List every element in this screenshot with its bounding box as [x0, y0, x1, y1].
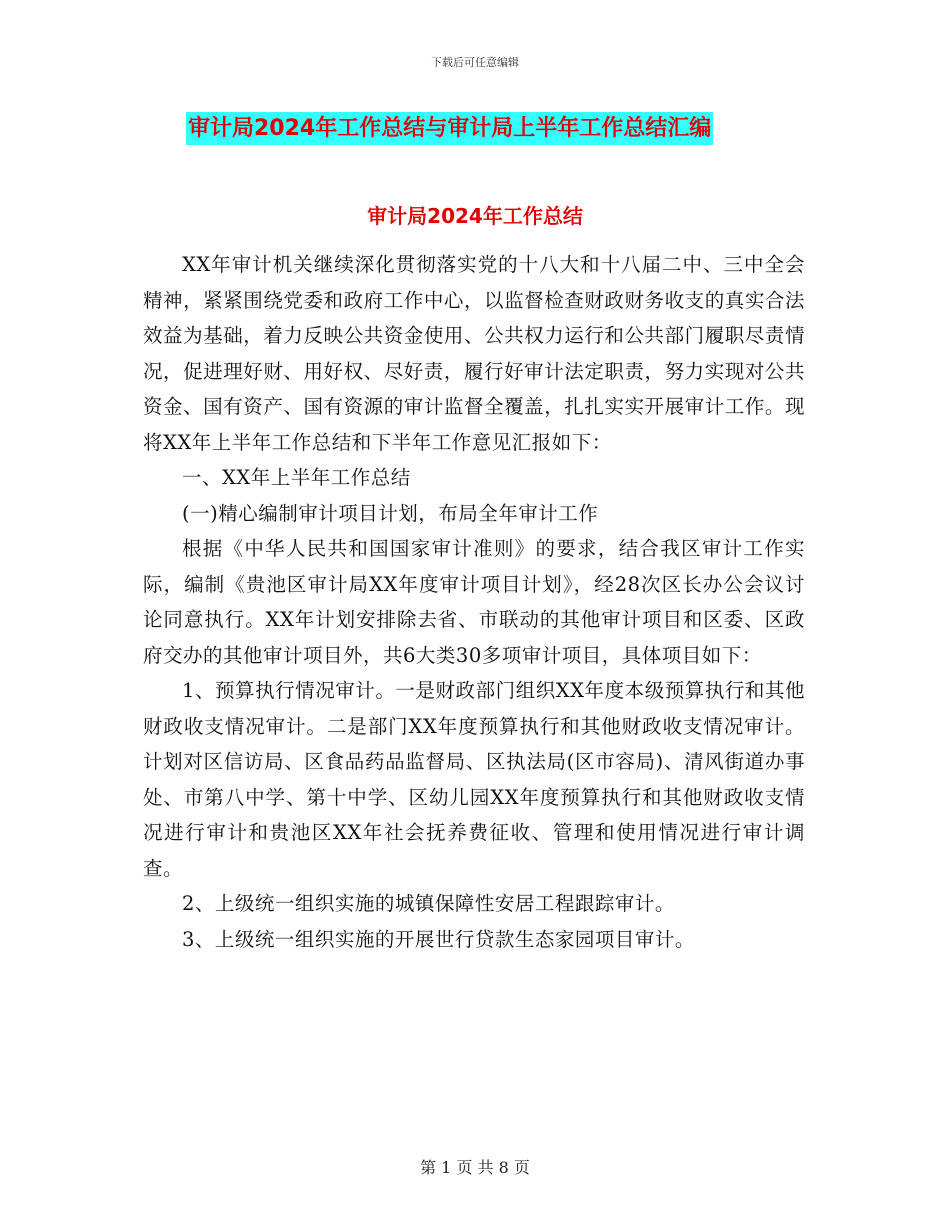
paragraph-item-1: 1、预算执行情况审计。一是财政部门组织XX年度本级预算执行和其他财政收支情况审计。二是部门XX年度预算执行和其他财政收支情况审计。计划对区信访局、区食品药品监督局、区执法局(区市容局)、清风街道办事处、市第八中学、第十中学、区幼儿园XX年度预算执行和其他财政收支情况进行审计和贵池区XX年社会抚养费征收、管理和使用情况进行审计调查。 [143, 679, 805, 880]
document-main-title: 审计局2024年工作总结与审计局上半年工作总结汇编 [186, 112, 713, 145]
heading-part-one: 一、XX年上半年工作总结 [182, 466, 411, 489]
header-note: 下载后可任意编辑 [431, 56, 519, 69]
paragraph-plan: 根据《中华人民共和国国家审计准则》的要求，结合我区审计工作实际，编制《贵池区审计局XX年度审计项目计划》，经28次区长办公会议讨论同意执行。XX年计划安排除去省、市联动的其他审计项目和区委、区政府交办的其他审计项目外，共6大类30多项审计项目，具体项目如下： [143, 537, 805, 667]
heading-subsection-one: (一)精心编制审计项目计划，布局全年审计工作 [182, 501, 599, 525]
document-body [143, 247, 805, 957]
paragraph-intro: XX年审计机关继续深化贯彻落实党的十八大和十八届二中、三中全会精神，紧紧围绕党委和政府工作中心，以监督检查财政财务收支的真实合法效益为基础，着力反映公共资金使用、公共权力运行和公共部门履职尽责情况，促进理好财、用好权、尽好责，履行好审计法定职责，努力实现对公共资金、国有资产、国有资源的审计监督全覆盖，扎扎实实开展审计工作。现将XX年上半年工作总结和下半年工作意见汇报如下： [143, 253, 805, 454]
page-number: 第 1 页 共 8 页 [420, 1158, 530, 1177]
paragraph-item-2: 2、上级统一组织实施的城镇保障性安居工程跟踪审计。 [182, 892, 675, 915]
paragraph-item-3: 3、上级统一组织实施的开展世行贷款生态家园项目审计。 [182, 927, 695, 951]
section-title: 审计局2024年工作总结 [367, 204, 583, 228]
